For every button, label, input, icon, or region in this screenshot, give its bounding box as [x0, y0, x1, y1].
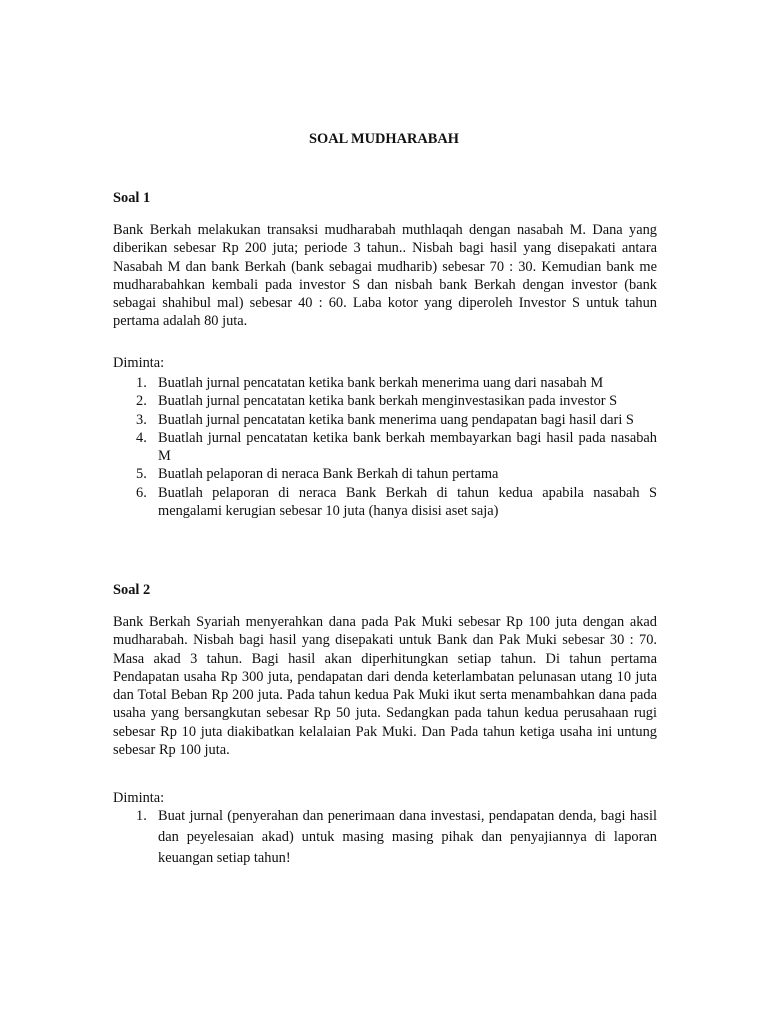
- list-item: 1. Buatlah jurnal pencatatan ketika bank berkah menerima uang dari nasabah M: [136, 375, 604, 391]
- list-item: 2. Buatlah jurnal pencatatan ketika bank berkah menginvestasikan pada investor S: [136, 393, 618, 410]
- soal-2-paragraph: Bank Berkah Syariah menyerahkan dana pada Pak Muki sebesar Rp 100 juta dengan akad mudharabah. Nisbah bagi hasil yang disepakati untuk Bank dan Pak Muki sebesar 30 : 70. Masa akad 3 tahun. Bagi hasil akan diperhitungkan setiap tahun. Di tahun pertama Pendapatan usaha Rp 300 juta, pendapatan dari denda keterlambatan pelunasan utang 10 juta dan Total Beban Rp 200 juta. Pada tahun kedua Pak Muki ikut serta menambahkan dana pada usaha yang bersangkutan sebesar Rp 50 juta. Sedangkan pada tahun kedua perusahaan rugi sebesar Rp 10 juta diakibatkan kelalaian Pak Muki. Dan Pada tahun ketiga usaha ini untung sebesar Rp 100 juta.: [113, 614, 657, 759]
- soal-1-diminta-label: Diminta:: [113, 355, 165, 371]
- list-item: 4. Buatlah jurnal pencatatan ketika bank berkah membayarkan bagi hasil pada nasabah M: [136, 429, 657, 465]
- list-item: 3. Buatlah jurnal pencatatan ketika bank menerima uang pendapatan bagi hasil dari S: [136, 411, 634, 428]
- document-title: SOAL MUDHARABAH: [309, 131, 459, 147]
- list-item: 5. Buatlah pelaporan di neraca Bank Berkah di tahun pertama: [136, 466, 499, 483]
- list-item: 1. Buat jurnal (penyerahan dan penerimaan dana investasi, pendapatan denda, bagi hasil dan peyelesaian akad) untuk masing masing pihak dan penyajiannya di laporan keuangan setiap tahun!: [136, 808, 657, 866]
- soal-2-heading: Soal 2: [113, 582, 151, 598]
- soal-1-task-list: [113, 374, 657, 520]
- soal-1-heading: Soal 1: [113, 190, 151, 206]
- soal-2-diminta-label: Diminta:: [113, 790, 165, 806]
- soal-2-task-list: [113, 806, 657, 869]
- soal-1-paragraph: Bank Berkah melakukan transaksi mudharabah muthlaqah dengan nasabah M. Dana yang diberikan sebesar Rp 200 juta; periode 3 tahun.. Nisbah bagi hasil yang disepakati antara Nasabah M dan bank Berkah (bank sebagai mudharib) sebesar 70 : 30. Kemudian bank me mudharabahkan kembali pada investor S dan nisbah bank Berkah dengan investor (bank sebagai shahibul mal) sebesar 40 : 60. Laba kotor yang diperoleh Investor S untuk tahun pertama adalah 80 juta.: [113, 222, 657, 330]
- list-item: 6. Buatlah pelaporan di neraca Bank Berkah di tahun kedua apabila nasabah S mengalami kerugian sebesar 10 juta (hanya disisi aset saja): [136, 484, 657, 520]
